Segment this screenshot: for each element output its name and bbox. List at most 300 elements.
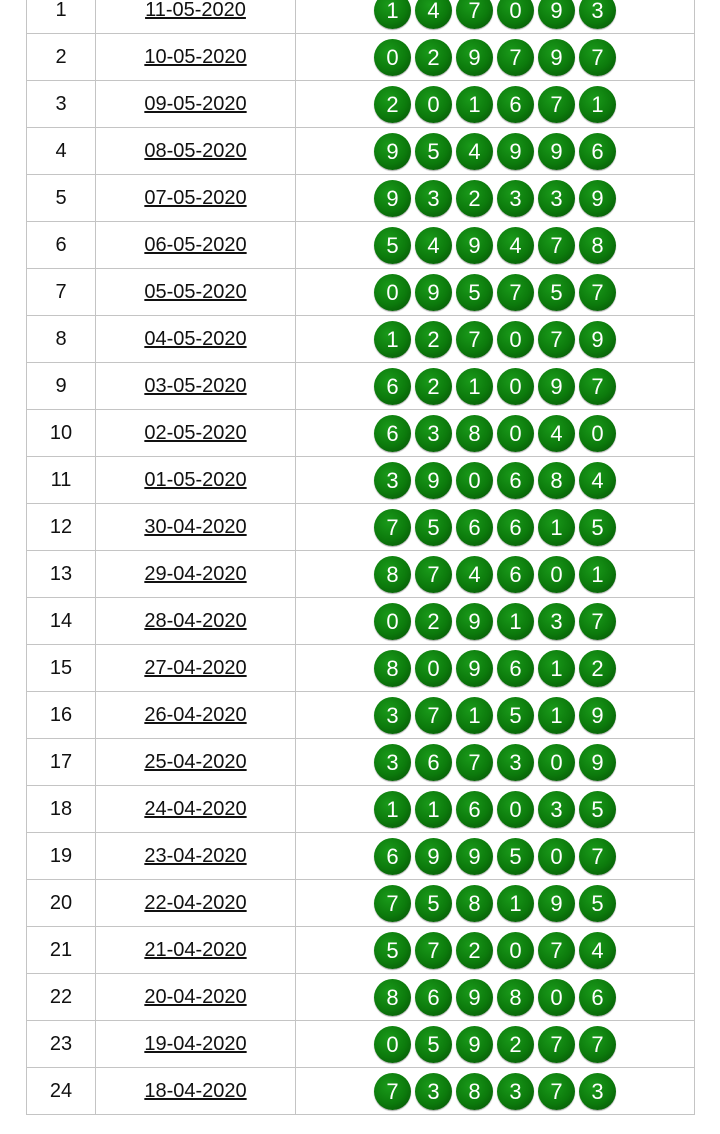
number-ball: 9 [456, 838, 493, 875]
number-ball: 8 [374, 650, 411, 687]
serial-number: 20 [49, 891, 73, 914]
date-cell [96, 880, 296, 927]
table-row [27, 880, 695, 927]
number-balls [296, 227, 694, 264]
numbers-cell [296, 739, 695, 786]
serial-cell [27, 504, 96, 551]
number-ball: 9 [538, 39, 575, 76]
serial-cell [27, 598, 96, 645]
number-ball: 2 [415, 368, 452, 405]
serial-cell [27, 974, 96, 1021]
serial-number: 3 [55, 92, 67, 115]
number-ball: 0 [497, 321, 534, 358]
draw-date-link[interactable]: 29-04-2020 [144, 562, 247, 585]
number-ball: 2 [456, 932, 493, 969]
number-balls [296, 556, 694, 593]
number-ball: 1 [538, 697, 575, 734]
number-ball: 7 [579, 39, 616, 76]
numbers-cell [296, 927, 695, 974]
number-ball: 6 [497, 556, 534, 593]
number-ball: 4 [538, 415, 575, 452]
numbers-cell [296, 34, 695, 81]
number-ball: 7 [538, 321, 575, 358]
number-ball: 3 [497, 180, 534, 217]
table-row [27, 645, 695, 692]
number-ball: 0 [374, 274, 411, 311]
number-balls [296, 1026, 694, 1063]
serial-cell [27, 363, 96, 410]
draw-date-link[interactable]: 24-04-2020 [144, 797, 247, 820]
number-ball: 1 [538, 509, 575, 546]
table-row [27, 363, 695, 410]
serial-number: 10 [49, 421, 73, 444]
number-ball: 9 [415, 462, 452, 499]
number-ball: 6 [497, 509, 534, 546]
number-ball: 7 [374, 885, 411, 922]
draw-date-link[interactable]: 23-04-2020 [144, 844, 247, 867]
numbers-cell [296, 81, 695, 128]
draw-date-link[interactable]: 27-04-2020 [144, 656, 247, 679]
draw-date-link[interactable]: 05-05-2020 [144, 280, 247, 303]
number-ball: 7 [374, 1073, 411, 1110]
number-ball: 9 [415, 274, 452, 311]
date-cell [96, 316, 296, 363]
number-ball: 8 [374, 979, 411, 1016]
number-ball: 5 [415, 509, 452, 546]
date-cell [96, 175, 296, 222]
number-balls [296, 1073, 694, 1110]
numbers-cell [296, 504, 695, 551]
table-row [27, 316, 695, 363]
serial-number: 2 [55, 45, 67, 68]
number-ball: 4 [415, 0, 452, 29]
number-balls [296, 650, 694, 687]
number-ball: 8 [579, 227, 616, 264]
number-ball: 8 [538, 462, 575, 499]
number-ball: 9 [579, 321, 616, 358]
number-ball: 6 [415, 744, 452, 781]
numbers-cell [296, 786, 695, 833]
number-ball: 4 [456, 133, 493, 170]
number-ball: 7 [579, 368, 616, 405]
number-ball: 1 [497, 603, 534, 640]
number-ball: 5 [456, 274, 493, 311]
numbers-cell [296, 222, 695, 269]
table-row [27, 410, 695, 457]
number-balls [296, 791, 694, 828]
number-ball: 7 [579, 1026, 616, 1063]
number-ball: 3 [374, 462, 411, 499]
draw-date-link[interactable]: 06-05-2020 [144, 233, 247, 256]
numbers-cell [296, 410, 695, 457]
number-ball: 9 [538, 0, 575, 29]
number-balls [296, 133, 694, 170]
table-row [27, 457, 695, 504]
number-ball: 9 [497, 133, 534, 170]
number-ball: 0 [497, 0, 534, 29]
number-ball: 1 [374, 791, 411, 828]
number-balls [296, 838, 694, 875]
table-row [27, 1021, 695, 1068]
number-ball: 9 [374, 180, 411, 217]
number-ball: 2 [374, 86, 411, 123]
number-balls [296, 39, 694, 76]
number-ball: 3 [415, 1073, 452, 1110]
date-cell [96, 692, 296, 739]
numbers-cell [296, 833, 695, 880]
number-ball: 9 [579, 180, 616, 217]
number-ball: 7 [538, 86, 575, 123]
serial-cell [27, 880, 96, 927]
serial-cell [27, 410, 96, 457]
number-ball: 9 [456, 39, 493, 76]
number-ball: 6 [374, 415, 411, 452]
number-balls [296, 697, 694, 734]
number-ball: 0 [415, 650, 452, 687]
number-ball: 2 [415, 39, 452, 76]
number-ball: 8 [497, 979, 534, 1016]
number-ball: 9 [415, 838, 452, 875]
number-ball: 0 [374, 39, 411, 76]
number-ball: 7 [579, 274, 616, 311]
draw-date-link[interactable]: 02-05-2020 [144, 421, 247, 444]
table-row [27, 269, 695, 316]
number-ball: 0 [538, 979, 575, 1016]
serial-cell [27, 739, 96, 786]
number-balls [296, 932, 694, 969]
draw-date-link[interactable]: 03-05-2020 [144, 374, 247, 397]
number-balls [296, 321, 694, 358]
number-ball: 6 [456, 509, 493, 546]
number-ball: 7 [538, 227, 575, 264]
serial-number: 18 [49, 797, 73, 820]
number-ball: 9 [538, 133, 575, 170]
serial-cell [27, 927, 96, 974]
number-ball: 9 [579, 744, 616, 781]
numbers-cell [296, 880, 695, 927]
number-ball: 3 [497, 1073, 534, 1110]
number-ball: 3 [579, 1073, 616, 1110]
serial-number: 13 [49, 562, 73, 585]
number-balls [296, 180, 694, 217]
date-cell [96, 974, 296, 1021]
serial-number: 17 [49, 750, 73, 773]
number-ball: 5 [415, 133, 452, 170]
draw-date-link[interactable]: 08-05-2020 [144, 139, 247, 162]
number-ball: 1 [456, 86, 493, 123]
serial-number: 24 [49, 1079, 73, 1102]
number-ball: 6 [579, 133, 616, 170]
draw-date-link[interactable]: 04-05-2020 [144, 327, 247, 350]
draw-date-link[interactable]: 25-04-2020 [144, 750, 247, 773]
serial-cell [27, 128, 96, 175]
draw-date-link[interactable]: 18-04-2020 [144, 1079, 247, 1102]
number-ball: 9 [579, 697, 616, 734]
serial-number: 23 [49, 1032, 73, 1055]
serial-cell [27, 175, 96, 222]
date-cell [96, 34, 296, 81]
number-ball: 9 [456, 603, 493, 640]
date-cell [96, 833, 296, 880]
number-ball: 6 [374, 838, 411, 875]
date-cell [96, 551, 296, 598]
number-ball: 7 [415, 932, 452, 969]
number-ball: 4 [456, 556, 493, 593]
number-ball: 6 [497, 86, 534, 123]
numbers-cell [296, 363, 695, 410]
number-ball: 7 [579, 838, 616, 875]
date-cell [96, 410, 296, 457]
serial-cell [27, 222, 96, 269]
table-row [27, 974, 695, 1021]
draw-date-link[interactable]: 28-04-2020 [144, 609, 247, 632]
serial-number: 16 [49, 703, 73, 726]
number-ball: 2 [415, 603, 452, 640]
serial-cell [27, 833, 96, 880]
numbers-cell [296, 457, 695, 504]
serial-cell [27, 1021, 96, 1068]
number-ball: 7 [456, 321, 493, 358]
date-cell [96, 504, 296, 551]
serial-number: 5 [55, 186, 67, 209]
date-cell [96, 457, 296, 504]
table-row [27, 175, 695, 222]
numbers-cell [296, 128, 695, 175]
number-ball: 6 [497, 650, 534, 687]
table-row [27, 222, 695, 269]
number-ball: 7 [579, 603, 616, 640]
serial-number: 11 [50, 468, 72, 491]
date-cell [96, 786, 296, 833]
table-row [27, 598, 695, 645]
numbers-cell [296, 1068, 695, 1115]
number-ball: 9 [456, 1026, 493, 1063]
number-ball: 3 [538, 603, 575, 640]
number-ball: 5 [579, 885, 616, 922]
number-ball: 8 [374, 556, 411, 593]
table-row [27, 504, 695, 551]
serial-number: 6 [55, 233, 67, 256]
number-ball: 7 [538, 932, 575, 969]
date-cell [96, 739, 296, 786]
draw-date-link[interactable]: 19-04-2020 [144, 1032, 247, 1055]
number-balls [296, 979, 694, 1016]
number-ball: 4 [579, 462, 616, 499]
serial-number: 21 [49, 938, 73, 961]
date-cell [96, 363, 296, 410]
number-ball: 3 [415, 180, 452, 217]
number-ball: 1 [538, 650, 575, 687]
number-ball: 5 [415, 1026, 452, 1063]
serial-cell [27, 692, 96, 739]
number-ball: 5 [415, 885, 452, 922]
serial-cell [27, 81, 96, 128]
serial-cell [27, 1068, 96, 1115]
number-ball: 2 [579, 650, 616, 687]
draw-date-link[interactable]: 22-04-2020 [144, 891, 247, 914]
serial-number: 9 [55, 374, 67, 397]
date-cell [96, 927, 296, 974]
numbers-cell [296, 551, 695, 598]
serial-number: 4 [55, 139, 67, 162]
serial-cell [27, 0, 96, 34]
number-ball: 0 [579, 415, 616, 452]
date-cell [96, 222, 296, 269]
number-ball: 5 [374, 227, 411, 264]
number-balls [296, 744, 694, 781]
number-ball: 3 [497, 744, 534, 781]
table-row [27, 1068, 695, 1115]
numbers-cell [296, 1021, 695, 1068]
number-ball: 1 [579, 86, 616, 123]
numbers-cell [296, 645, 695, 692]
number-ball: 1 [415, 791, 452, 828]
draw-date-link[interactable]: 30-04-2020 [144, 515, 247, 538]
draw-date-link[interactable]: 20-04-2020 [144, 985, 247, 1008]
date-cell [96, 269, 296, 316]
serial-cell [27, 786, 96, 833]
table-row [27, 833, 695, 880]
table-row [27, 34, 695, 81]
number-ball: 0 [497, 368, 534, 405]
number-ball: 7 [497, 39, 534, 76]
table-row [27, 128, 695, 175]
number-ball: 2 [456, 180, 493, 217]
number-ball: 0 [538, 556, 575, 593]
draw-date-link[interactable]: 21-04-2020 [144, 938, 247, 961]
number-ball: 3 [415, 415, 452, 452]
serial-number: 1 [55, 0, 67, 21]
number-ball: 9 [456, 979, 493, 1016]
number-ball: 0 [538, 744, 575, 781]
serial-number: 14 [49, 609, 73, 632]
number-ball: 0 [374, 603, 411, 640]
numbers-cell [296, 692, 695, 739]
table-row [27, 551, 695, 598]
number-ball: 9 [456, 227, 493, 264]
number-ball: 5 [579, 791, 616, 828]
number-ball: 7 [456, 0, 493, 29]
date-cell [96, 645, 296, 692]
number-balls [296, 462, 694, 499]
numbers-cell [296, 269, 695, 316]
number-ball: 7 [415, 556, 452, 593]
number-ball: 3 [538, 791, 575, 828]
number-ball: 8 [456, 885, 493, 922]
number-balls [296, 603, 694, 640]
number-ball: 9 [456, 650, 493, 687]
number-ball: 0 [497, 791, 534, 828]
date-cell [96, 1068, 296, 1115]
number-ball: 0 [497, 415, 534, 452]
number-ball: 1 [497, 885, 534, 922]
number-ball: 2 [415, 321, 452, 358]
date-cell [96, 598, 296, 645]
date-cell [96, 0, 296, 34]
number-ball: 7 [538, 1073, 575, 1110]
numbers-cell [296, 974, 695, 1021]
table-row [27, 0, 695, 34]
number-ball: 7 [415, 697, 452, 734]
number-ball: 7 [456, 744, 493, 781]
number-balls [296, 885, 694, 922]
serial-cell [27, 551, 96, 598]
number-balls [296, 86, 694, 123]
numbers-cell [296, 175, 695, 222]
number-ball: 7 [538, 1026, 575, 1063]
serial-cell [27, 269, 96, 316]
serial-cell [27, 457, 96, 504]
table-row [27, 692, 695, 739]
number-ball: 1 [456, 368, 493, 405]
serial-number: 19 [49, 844, 73, 867]
number-ball: 5 [497, 838, 534, 875]
number-ball: 4 [415, 227, 452, 264]
table-row [27, 739, 695, 786]
serial-number: 8 [55, 327, 67, 350]
number-ball: 0 [374, 1026, 411, 1063]
number-ball: 0 [538, 838, 575, 875]
number-balls [296, 274, 694, 311]
number-ball: 1 [456, 697, 493, 734]
number-ball: 1 [374, 321, 411, 358]
number-balls [296, 0, 694, 29]
number-ball: 9 [538, 885, 575, 922]
draw-date-link[interactable]: 07-05-2020 [144, 186, 247, 209]
number-ball: 8 [456, 415, 493, 452]
number-ball: 1 [579, 556, 616, 593]
number-ball: 3 [374, 697, 411, 734]
number-ball: 7 [497, 274, 534, 311]
number-ball: 8 [456, 1073, 493, 1110]
number-balls [296, 509, 694, 546]
date-cell [96, 1021, 296, 1068]
draw-date-link[interactable]: 11-05-2020 [145, 0, 246, 21]
results-body [27, 0, 695, 1115]
table-row [27, 81, 695, 128]
results-table [26, 0, 695, 1115]
table-row [27, 786, 695, 833]
number-ball: 4 [579, 932, 616, 969]
draw-date-link[interactable]: 09-05-2020 [144, 92, 247, 115]
number-ball: 6 [579, 979, 616, 1016]
number-ball: 9 [374, 133, 411, 170]
date-cell [96, 81, 296, 128]
number-ball: 6 [497, 462, 534, 499]
number-ball: 5 [497, 697, 534, 734]
serial-number: 7 [55, 280, 67, 303]
serial-number: 12 [49, 515, 73, 538]
number-ball: 4 [497, 227, 534, 264]
draw-date-link[interactable]: 26-04-2020 [144, 703, 247, 726]
serial-number: 15 [49, 656, 73, 679]
draw-date-link[interactable]: 10-05-2020 [144, 45, 247, 68]
serial-cell [27, 316, 96, 363]
number-ball: 3 [374, 744, 411, 781]
number-ball: 6 [456, 791, 493, 828]
numbers-cell [296, 598, 695, 645]
number-ball: 1 [374, 0, 411, 29]
number-ball: 5 [538, 274, 575, 311]
number-ball: 2 [497, 1026, 534, 1063]
numbers-cell [296, 0, 695, 34]
number-ball: 7 [374, 509, 411, 546]
draw-date-link[interactable]: 01-05-2020 [144, 468, 247, 491]
serial-number: 22 [49, 985, 73, 1008]
number-balls [296, 415, 694, 452]
number-ball: 5 [374, 932, 411, 969]
serial-cell [27, 645, 96, 692]
